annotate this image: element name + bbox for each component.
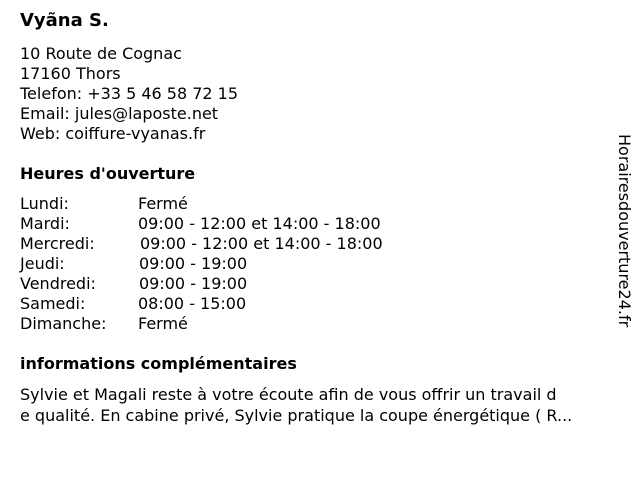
- email-address: Email: jules@laposte.net: [20, 104, 219, 123]
- description-line: e qualité. En cabine privé, Sylvie pratique la coupe énergétique ( R...: [20, 406, 573, 425]
- day-label: Jeudi:: [20, 254, 65, 273]
- day-label: Dimanche:: [20, 314, 107, 333]
- day-hours: 09:00 - 12:00 et 14:00 - 18:00: [138, 214, 381, 233]
- site-watermark-text: Horairesdouverture24.fr: [615, 134, 634, 328]
- day-hours: 09:00 - 12:00 et 14:00 - 18:00: [140, 234, 383, 253]
- day-label: Mardi:: [20, 214, 70, 233]
- additional-info-text: [20, 384, 626, 426]
- day-hours: 08:00 - 15:00: [138, 294, 247, 313]
- day-label: Mercredi:: [20, 234, 95, 253]
- day-hours: Fermé: [138, 314, 188, 333]
- business-name: Vyãna S.: [20, 10, 109, 31]
- phone-number: Telefon: +33 5 46 58 72 15: [20, 84, 239, 103]
- website: Web: coiffure-vyanas.fr: [20, 124, 206, 143]
- day-label: Samedi:: [20, 294, 86, 313]
- day-hours: Fermé: [138, 194, 188, 213]
- contact-block: [20, 44, 238, 144]
- day-label: Lundi:: [20, 194, 69, 213]
- site-watermark: [614, 134, 634, 348]
- opening-hours-heading: Heures d'ouverture: [20, 164, 196, 183]
- description-line: Sylvie et Magali reste à votre écoute afin de vous offrir un travail d: [20, 385, 557, 404]
- day-label: Vendredi:: [20, 274, 96, 293]
- day-hours: 09:00 - 19:00: [139, 254, 248, 273]
- street-address: 10 Route de Cognac: [20, 44, 182, 63]
- city-address: 17160 Thors: [20, 64, 121, 83]
- additional-info-heading: informations complémentaires: [20, 354, 297, 373]
- day-hours: 09:00 - 19:00: [139, 274, 248, 293]
